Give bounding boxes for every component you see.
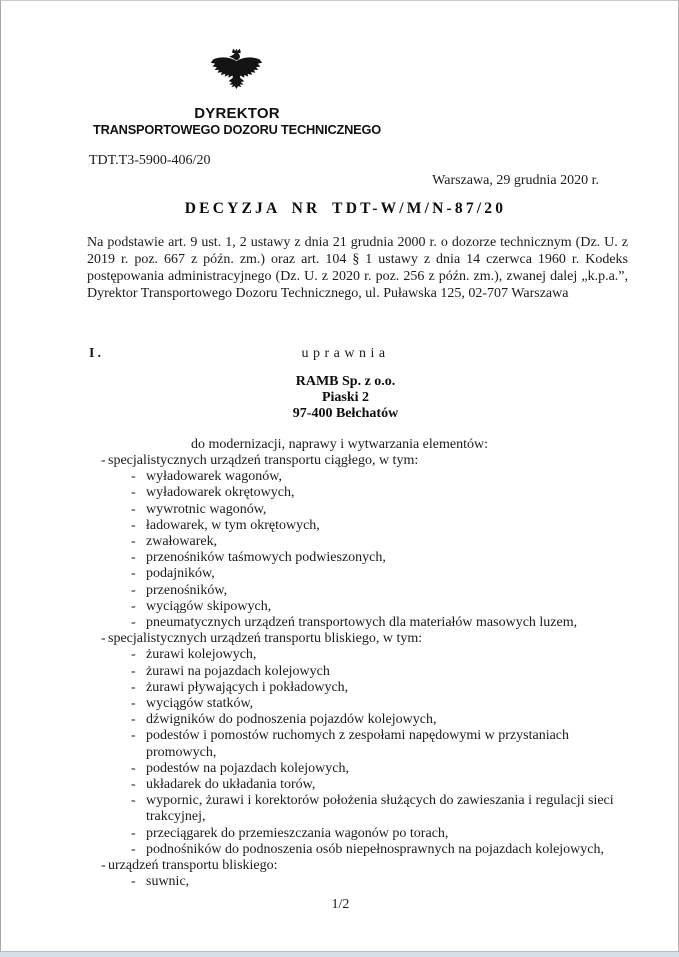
list-item: - zwałowarek, [87,534,628,550]
section-number: I. [89,346,104,361]
company-address-street: Piaski 2 [321,390,370,406]
polish-eagle-icon [209,47,265,104]
viewer-bottom-edge [0,952,679,957]
list-item: - wyładowarek okrętowych, [87,485,628,501]
issuer-header [87,47,387,137]
decision-title: DECYZJA NR TDT-W/M/N-87/20 [184,200,507,217]
authorization-scope-list [87,453,628,890]
authorization-verb: uprawnia [301,346,390,361]
list-item: - wyciągów statków, [87,696,628,712]
list-item: - wyciągów skipowych, [87,599,628,615]
reference-number: TDT.T3-5900-406/20 [89,153,211,168]
legal-basis-paragraph: Na podstawie art. 9 ust. 1, 2 ustawy z dnia 21 grudnia 2000 r. o dozorze technicznym (Dz. U. z 2019 r. poz. 667 z późn. zm.) oraz art. 104 § 1 ustawy z dnia 14 czerwca 1960 r. Kodeks postępowania administracyjnego (Dz. U. z 2020 r. poz. 256 z późn. zm.), zwanej dalej „k.p.a.”, Dyrektor Transportowego Dozoru Technicznego, ul. Puławska 125, 02-707 Warszawa [87,235,628,301]
category-label: - urządzeń transportu bliskiego: [87,858,628,874]
list-item: - pneumatycznych urządzeń transportowych dla materiałów masowych luzem, [87,615,628,631]
issuer-title: DYREKTOR [194,105,280,122]
list-item: - żurawi na pojazdach kolejowych [87,664,628,680]
list-item: - podajników, [87,566,628,582]
company-name: RAMB Sp. z o.o. [295,374,396,389]
list-item: - podestów na pojazdach kolejowych, [87,761,628,777]
list-item: - podestów i pomostów ruchomych z zespołami napędowymi w przystaniach promowych, [87,728,628,760]
list-item: - wypornic, żurawi i korektorów położenia służących do zawieszania i regulacji sieci trakcyjnej, [87,793,628,825]
list-item: - ładowarek, w tym okrętowych, [87,518,628,534]
list-item: - podnośników do podnoszenia osób niepełnosprawnych na pojazdach kolejowych, [87,842,628,858]
list-item: - dźwigników do podnoszenia pojazdów kolejowych, [87,712,628,728]
list-item: - przenośników, [87,583,628,599]
list-item: - układarek do układania torów, [87,777,628,793]
issuer-organization: TRANSPORTOWEGO DOZORU TECHNICZNEGO [92,122,381,137]
page-number: 1/2 [331,897,350,912]
list-item: - suwnic, [87,874,628,890]
list-item: - przeciągarek do przemieszczania wagonów po torach, [87,826,628,842]
list-item: - wyładowarek wagonów, [87,469,628,485]
list-item: - przenośników taśmowych podwieszonych, [87,550,628,566]
list-item: - żurawi pływających i pokładowych, [87,680,628,696]
category-label: - specjalistycznych urządzeń transportu ciągłego, w tym: [87,453,628,469]
company-block [87,374,628,423]
category-label: - specjalistycznych urządzeń transportu bliskiego, w tym: [87,631,628,647]
section-heading [87,345,628,362]
scope-intro: do modernizacji, naprawy i wytwarzania elementów: [191,437,488,452]
place-and-date: Warszawa, 29 grudnia 2020 r. [432,173,599,188]
list-item: - żurawi kolejowych, [87,647,628,663]
list-item: - wywrotnic wagonów, [87,502,628,518]
company-address-city: 97-400 Bełchatów [292,406,399,422]
